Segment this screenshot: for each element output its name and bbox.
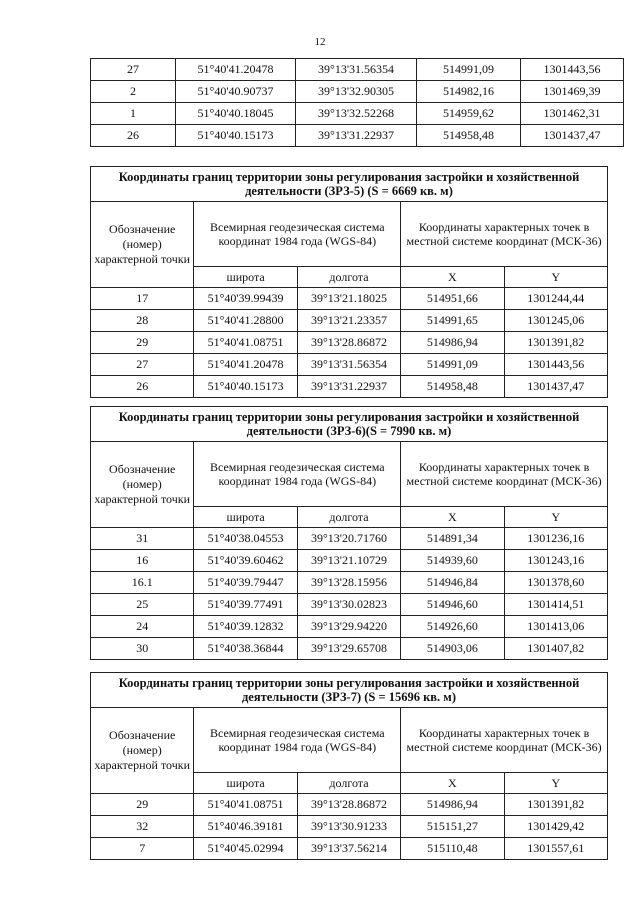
y-cell: 1301391,82	[504, 794, 607, 816]
point-number: 30	[91, 638, 194, 660]
latitude-cell: 51°40'39.77491	[194, 594, 297, 616]
y-cell: 1301236,16	[504, 528, 607, 550]
x-cell: 514946,84	[401, 572, 504, 594]
header-wgs84: Всемирная геодезическая система координат 1984 года (WGS-84)	[194, 708, 401, 773]
header-point-number: Обозначение (номер) характерной точки	[91, 708, 194, 794]
header-msk36: Координаты характерных точек в местной системе координат (МСК-36)	[401, 708, 608, 773]
latitude-cell: 51°40'41.28800	[194, 310, 297, 332]
latitude-cell: 51°40'41.20478	[194, 354, 297, 376]
header-latitude: широта	[194, 773, 297, 794]
y-cell: 1301391,82	[504, 332, 607, 354]
y-cell: 1301244,44	[504, 288, 607, 310]
table-row	[91, 572, 608, 594]
y-cell: 1301443,56	[504, 354, 607, 376]
point-number: 16	[91, 550, 194, 572]
point-number: 1	[91, 103, 176, 125]
y-cell: 1301557,61	[504, 838, 607, 860]
table-row	[91, 638, 608, 660]
latitude-cell: 51°40'38.36844	[194, 638, 297, 660]
header-longitude: долгота	[297, 267, 400, 288]
longitude-cell: 39°13'29.94220	[297, 616, 400, 638]
latitude-cell: 51°40'41.20478	[176, 59, 296, 81]
x-cell: 514946,60	[401, 594, 504, 616]
header-msk36: Координаты характерных точек в местной системе координат (МСК-36)	[401, 442, 608, 507]
table-body	[91, 407, 608, 660]
table-row	[91, 103, 624, 125]
table-row	[91, 550, 608, 572]
longitude-cell: 39°13'31.22937	[297, 376, 400, 398]
x-cell: 514951,66	[401, 288, 504, 310]
x-cell: 514939,60	[401, 550, 504, 572]
point-number: 16.1	[91, 572, 194, 594]
table-row	[91, 528, 608, 550]
point-number: 7	[91, 838, 194, 860]
latitude-cell: 51°40'39.99439	[194, 288, 297, 310]
header-row	[91, 442, 608, 507]
y-cell: 1301437,47	[504, 376, 607, 398]
x-cell: 515151,27	[401, 816, 504, 838]
y-cell: 1301462,31	[521, 103, 624, 125]
longitude-cell: 39°13'21.23357	[297, 310, 400, 332]
point-number: 31	[91, 528, 194, 550]
table-body	[91, 167, 608, 398]
header-row	[91, 708, 608, 773]
longitude-cell: 39°13'37.56214	[297, 838, 400, 860]
x-cell: 515110,48	[401, 838, 504, 860]
point-number: 27	[91, 354, 194, 376]
table-row	[91, 376, 608, 398]
header-y: Y	[504, 773, 607, 794]
point-number: 27	[91, 59, 176, 81]
longitude-cell: 39°13'31.56354	[296, 59, 417, 81]
table-title: Координаты границ территории зоны регулирования застройки и хозяйственной деятельности (ЗРЗ-5) (S = 6669 кв. м)	[91, 167, 608, 202]
table-row	[91, 288, 608, 310]
table-title-row	[91, 673, 608, 708]
point-number: 26	[91, 125, 176, 147]
latitude-cell: 51°40'45.02994	[194, 838, 297, 860]
header-wgs84: Всемирная геодезическая система координат 1984 года (WGS-84)	[194, 442, 401, 507]
table-body	[91, 59, 624, 147]
latitude-cell: 51°40'41.08751	[194, 794, 297, 816]
header-y: Y	[504, 267, 607, 288]
table-row	[91, 125, 624, 147]
point-number: 26	[91, 376, 194, 398]
x-cell: 514982,16	[417, 81, 521, 103]
header-longitude: долгота	[297, 773, 400, 794]
point-number: 28	[91, 310, 194, 332]
y-cell: 1301245,06	[504, 310, 607, 332]
x-cell: 514891,34	[401, 528, 504, 550]
header-point-number: Обозначение (номер) характерной точки	[91, 442, 194, 528]
latitude-cell: 51°40'40.15173	[176, 125, 296, 147]
y-cell: 1301469,39	[521, 81, 624, 103]
y-cell: 1301414,51	[504, 594, 607, 616]
x-cell: 514903,06	[401, 638, 504, 660]
table-row	[91, 816, 608, 838]
header-longitude: долгота	[297, 507, 400, 528]
table-row	[91, 59, 624, 81]
table-body	[91, 673, 608, 860]
point-number: 17	[91, 288, 194, 310]
longitude-cell: 39°13'32.52268	[296, 103, 417, 125]
table-row	[91, 838, 608, 860]
point-number: 24	[91, 616, 194, 638]
longitude-cell: 39°13'28.15956	[297, 572, 400, 594]
point-number: 29	[91, 332, 194, 354]
y-cell: 1301413,06	[504, 616, 607, 638]
x-cell: 514991,65	[401, 310, 504, 332]
longitude-cell: 39°13'28.86872	[297, 794, 400, 816]
x-cell: 514958,48	[401, 376, 504, 398]
coords-table-zrz5	[90, 166, 608, 398]
latitude-cell: 51°40'46.39181	[194, 816, 297, 838]
x-cell: 514926,60	[401, 616, 504, 638]
point-number: 2	[91, 81, 176, 103]
latitude-cell: 51°40'39.12832	[194, 616, 297, 638]
x-cell: 514991,09	[417, 59, 521, 81]
header-latitude: широта	[194, 507, 297, 528]
longitude-cell: 39°13'21.18025	[297, 288, 400, 310]
coords-table-continued	[90, 58, 624, 147]
latitude-cell: 51°40'40.90737	[176, 81, 296, 103]
header-x: X	[401, 507, 504, 528]
longitude-cell: 39°13'32.90305	[296, 81, 417, 103]
latitude-cell: 51°40'39.60462	[194, 550, 297, 572]
header-row	[91, 202, 608, 267]
x-cell: 514958,48	[417, 125, 521, 147]
header-latitude: широта	[194, 267, 297, 288]
y-cell: 1301443,56	[521, 59, 624, 81]
longitude-cell: 39°13'30.02823	[297, 594, 400, 616]
table-row	[91, 616, 608, 638]
table-row	[91, 332, 608, 354]
y-cell: 1301429,42	[504, 816, 607, 838]
header-msk36: Координаты характерных точек в местной системе координат (МСК-36)	[401, 202, 608, 267]
point-number: 25	[91, 594, 194, 616]
table-title-row	[91, 407, 608, 442]
point-number: 29	[91, 794, 194, 816]
x-cell: 514986,94	[401, 332, 504, 354]
table-row	[91, 794, 608, 816]
latitude-cell: 51°40'41.08751	[194, 332, 297, 354]
y-cell: 1301407,82	[504, 638, 607, 660]
coords-table-zrz6	[90, 406, 608, 660]
table-title: Координаты границ территории зоны регулирования застройки и хозяйственной деятельности (ЗРЗ-6)(S = 7990 кв. м)	[91, 407, 608, 442]
longitude-cell: 39°13'30.91233	[297, 816, 400, 838]
header-x: X	[401, 773, 504, 794]
latitude-cell: 51°40'40.15173	[194, 376, 297, 398]
longitude-cell: 39°13'31.56354	[297, 354, 400, 376]
longitude-cell: 39°13'29.65708	[297, 638, 400, 660]
x-cell: 514986,94	[401, 794, 504, 816]
point-number: 32	[91, 816, 194, 838]
x-cell: 514959,62	[417, 103, 521, 125]
y-cell: 1301243,16	[504, 550, 607, 572]
header-x: X	[401, 267, 504, 288]
latitude-cell: 51°40'40.18045	[176, 103, 296, 125]
latitude-cell: 51°40'39.79447	[194, 572, 297, 594]
table-row	[91, 81, 624, 103]
table-title-row	[91, 167, 608, 202]
header-wgs84: Всемирная геодезическая система координат 1984 года (WGS-84)	[194, 202, 401, 267]
table-row	[91, 354, 608, 376]
coords-table-zrz7	[90, 672, 608, 860]
longitude-cell: 39°13'20.71760	[297, 528, 400, 550]
header-point-number: Обозначение (номер) характерной точки	[91, 202, 194, 288]
longitude-cell: 39°13'21.10729	[297, 550, 400, 572]
page-number: 12	[314, 36, 326, 48]
longitude-cell: 39°13'31.22937	[296, 125, 417, 147]
table-row	[91, 594, 608, 616]
header-y: Y	[504, 507, 607, 528]
x-cell: 514991,09	[401, 354, 504, 376]
longitude-cell: 39°13'28.86872	[297, 332, 400, 354]
table-title: Координаты границ территории зоны регулирования застройки и хозяйственной деятельности (ЗРЗ-7) (S = 15696 кв. м)	[91, 673, 608, 708]
latitude-cell: 51°40'38.04553	[194, 528, 297, 550]
y-cell: 1301378,60	[504, 572, 607, 594]
y-cell: 1301437,47	[521, 125, 624, 147]
table-row	[91, 310, 608, 332]
